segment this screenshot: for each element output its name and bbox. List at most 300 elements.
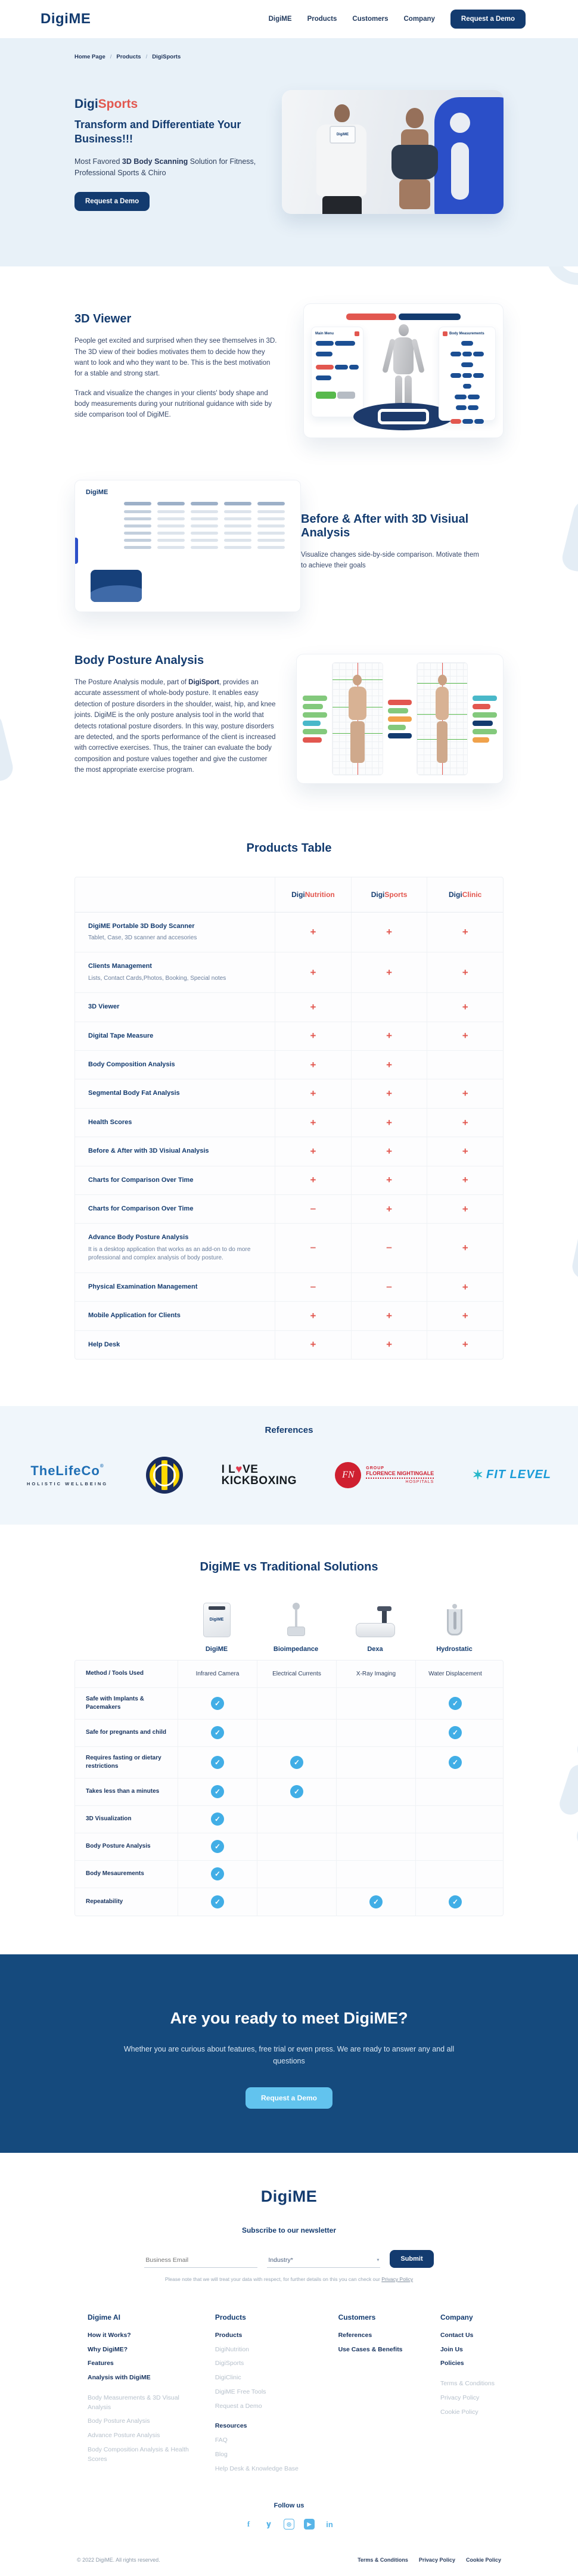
check-icon: ✓	[290, 1756, 303, 1769]
feature-cell	[75, 1224, 275, 1272]
feature-name: Help Desk	[88, 1340, 120, 1348]
main-nav	[269, 10, 526, 29]
references-section	[0, 1406, 578, 1525]
minus-icon: −	[310, 1281, 316, 1293]
comparison-cell: Water Displacement	[415, 1661, 495, 1687]
footer-column-digime-ai	[88, 2313, 197, 2479]
comparison-table-row	[75, 1888, 503, 1916]
footer-column-title: Company	[440, 2313, 473, 2321]
comparison-table-row	[75, 1688, 503, 1720]
plus-icon: +	[310, 1145, 316, 1157]
check-icon: ✓	[211, 1756, 224, 1769]
availability-cell	[275, 913, 351, 952]
plus-icon: +	[462, 1030, 468, 1042]
comparison-cell	[178, 1861, 257, 1888]
breadcrumb-products[interactable]: Products	[116, 54, 141, 60]
footer-logo: DigiME	[260, 2187, 318, 2205]
footer-link[interactable]: Privacy Policy	[440, 2394, 480, 2401]
plus-icon: +	[462, 1088, 468, 1100]
nav-item-products[interactable]: Products	[307, 15, 337, 23]
product-column-header: Digi Sports	[351, 877, 427, 912]
comparison-table-row	[75, 1861, 503, 1888]
comparison-table	[74, 1660, 504, 1916]
plus-icon: +	[462, 926, 468, 938]
comparison-cell	[415, 1861, 495, 1888]
availability-cell	[351, 1022, 427, 1050]
availability-cell	[275, 1079, 351, 1107]
plus-icon: +	[462, 1203, 468, 1215]
trainer-figure	[316, 104, 368, 214]
comparison-cell	[178, 1688, 257, 1719]
footer-columns	[74, 2313, 504, 2479]
availability-cell	[427, 1022, 503, 1050]
social-icons	[74, 2519, 504, 2530]
availability-cell	[427, 1302, 503, 1330]
comparison-column-labels	[177, 1646, 504, 1653]
comparison-row-label: Safe for pregnants and child	[86, 1729, 167, 1736]
footer-link[interactable]: Request a Demo	[215, 2402, 262, 2410]
posture-paragraph: The Posture Analysis module, part of DigiSport, provides an accurate assessment of whole-body posture. It enables easy detection of posture disorders in the shoulder, waist, hip, and knee joints. DigiME is the only posture analysis tool in the world that detects rotational posture disorders. In this way, posture disorders are detected, and the sports performance of the client is increased with corrective exercises. Thus, the trainer can evaluate the body composition and posture values together and give the customer the most appropriate exercise program.	[74, 679, 276, 774]
logo-fitlevel[interactable]: ✶ FIT LEVEL	[472, 1467, 551, 1482]
comparison-cell	[336, 1688, 415, 1719]
plus-icon: +	[310, 1088, 316, 1100]
feature-cell	[75, 1195, 275, 1223]
footer-link[interactable]: References	[338, 2331, 372, 2339]
comparison-column-label: Hydrostatic	[436, 1645, 473, 1653]
plus-icon: +	[310, 1309, 316, 1321]
viewer-measurements-panel: Body Measurements	[439, 327, 496, 421]
plus-icon: +	[462, 1281, 468, 1293]
products-table-row	[75, 1224, 503, 1273]
before-after-app-screenshot	[74, 480, 301, 612]
availability-cell	[427, 1166, 503, 1194]
availability-cell	[427, 1331, 503, 1359]
nav-item-customers[interactable]: Customers	[352, 15, 389, 23]
comparison-row-label: Repeatability	[86, 1898, 123, 1905]
plus-icon: +	[462, 1145, 468, 1157]
feature-cell	[75, 1137, 275, 1165]
feature-name: Digital Tape Measure	[88, 1032, 154, 1039]
products-table	[74, 877, 504, 1360]
footer-link[interactable]: Products	[215, 2331, 243, 2339]
comparison-cell	[257, 1806, 336, 1833]
logo-ilovekickboxing[interactable]: I L♥VE KICKBOXING	[221, 1463, 297, 1487]
availability-cell	[275, 1302, 351, 1330]
comparison-column-label: DigiME	[205, 1645, 228, 1653]
feature-description: It is a desktop application that works as an add-on to do more professional and complex analysis of body posture.	[88, 1246, 251, 1262]
feature-name: Charts for Comparison Over Time	[88, 1205, 194, 1213]
footer-link[interactable]: DigiME Free Tools	[215, 2388, 266, 2395]
plus-icon: +	[386, 966, 393, 978]
plus-icon: +	[310, 966, 316, 978]
feature-cell	[75, 913, 275, 952]
cta-section	[0, 1954, 578, 2153]
plus-icon: +	[310, 1339, 316, 1351]
products-table-row	[75, 1137, 503, 1166]
footer-link[interactable]: Advance Posture Analysis	[88, 2432, 160, 2440]
before-after-subtitle: Visualize changes side-by-side comparison. Motivate them to achieve their goals	[301, 551, 479, 569]
cta-request-demo-button[interactable]: Request a Demo	[246, 2087, 332, 2109]
posture-chips-right	[473, 696, 497, 743]
availability-cell	[427, 1273, 503, 1301]
facebook-icon[interactable]: f	[247, 2519, 250, 2529]
comparison-cell	[178, 1806, 257, 1833]
comparison-cell	[415, 1806, 495, 1833]
privacy-note: Please note that we will treat your data with respect, for further details on this you can check our Privacy Policy	[164, 2276, 414, 2282]
plus-icon: +	[462, 1242, 468, 1254]
footer-link[interactable]: Help Desk & Knowledge Base	[215, 2465, 299, 2472]
posture-app-screenshot	[296, 654, 504, 784]
footer-link[interactable]: DigiNutrition	[215, 2345, 249, 2353]
viewer-paragraph-1: People get excited and surprised when they see themselves in 3D. The 3D view of their bodies motivates them to decide how they want to look and who they want to be. This is the best motivation for a stable and strong start.	[74, 337, 277, 378]
comparison-cell	[415, 1747, 495, 1778]
footer-link[interactable]: DigiSports	[215, 2360, 244, 2367]
availability-cell	[275, 1273, 351, 1301]
viewer-title: 3D Viewer	[74, 312, 132, 326]
availability-cell	[351, 1273, 427, 1301]
plus-icon: +	[386, 1030, 393, 1042]
hero-description: Most Favored 3D Body Scanning Solution for Fitness, Professional Sports & Chiro	[74, 157, 256, 177]
comparison-row-label: Body Mesaurements	[86, 1870, 144, 1877]
availability-cell	[351, 1195, 427, 1223]
footer-link[interactable]: Contact Us	[440, 2331, 474, 2339]
posture-chips-left	[303, 696, 327, 743]
availability-cell	[351, 1331, 427, 1359]
plus-icon: +	[386, 1203, 393, 1215]
viewer-main-menu-panel: Main Menu	[311, 327, 363, 417]
check-icon: ✓	[211, 1867, 224, 1880]
mini-chart	[91, 570, 142, 602]
breadcrumb-digisports[interactable]: DigiSports	[152, 54, 181, 60]
feature-cell	[75, 1051, 275, 1079]
3d-body-model[interactable]	[383, 324, 424, 414]
feature-name: Segmental Body Fat Analysis	[88, 1090, 180, 1097]
availability-cell	[275, 1166, 351, 1194]
footer-bottom-link[interactable]: Terms & Conditions	[358, 2557, 408, 2563]
check-icon: ✓	[211, 1812, 224, 1826]
availability-cell	[427, 1109, 503, 1137]
panel-icon	[355, 331, 359, 336]
footer-link[interactable]: DigiClinic	[215, 2374, 241, 2382]
availability-cell	[351, 913, 427, 952]
minus-icon: −	[310, 1203, 316, 1215]
product-column-header: Digi Clinic	[427, 877, 503, 912]
products-table-title: Products Table	[246, 841, 332, 855]
references-title: References	[265, 1424, 313, 1435]
products-table-header	[75, 877, 503, 913]
newsletter-form	[74, 2250, 504, 2268]
runner-star-icon: ✶	[472, 1467, 484, 1482]
youtube-icon[interactable]: ▶	[304, 2519, 315, 2530]
plus-icon: +	[462, 966, 468, 978]
plus-icon: +	[310, 1059, 316, 1070]
availability-cell	[351, 1137, 427, 1165]
posture-section	[74, 654, 504, 784]
linkedin-icon[interactable]: in	[326, 2519, 333, 2529]
comparison-row-label: Takes less than a minutes	[86, 1788, 160, 1795]
comparison-cell	[336, 1720, 415, 1746]
availability-cell	[351, 1079, 427, 1107]
comparison-cell	[257, 1861, 336, 1888]
products-table-row	[75, 1273, 503, 1302]
comparison-cell	[257, 1779, 336, 1805]
comparison-cell	[336, 1833, 415, 1860]
logo-fenerbahce[interactable]	[146, 1457, 183, 1494]
plus-icon: +	[386, 1059, 393, 1070]
feature-name: Before & After with 3D Visiual Analysis	[88, 1147, 209, 1155]
before-after-section	[74, 480, 504, 612]
plus-icon: +	[462, 1339, 468, 1351]
feature-cell	[75, 1109, 275, 1137]
comparison-cell: Electrical Currents	[257, 1661, 336, 1687]
logo-thelifeco[interactable]: TheLifeCo® HOLISTIC WELLBEING	[27, 1463, 108, 1487]
feature-cell	[75, 1022, 275, 1050]
comparison-cell	[178, 1779, 257, 1805]
footer-link[interactable]: Resources	[215, 2422, 247, 2430]
comparison-cell	[257, 1833, 336, 1860]
footer-column-title: Products	[215, 2313, 246, 2321]
nav-item-company[interactable]: Company	[403, 15, 435, 23]
feature-name: Advance Body Posture Analysis	[88, 1234, 189, 1242]
comparison-cell	[336, 1861, 415, 1888]
plus-icon: +	[386, 1088, 393, 1100]
feature-cell	[75, 993, 275, 1021]
footer-link[interactable]: Analysis with DigiME	[88, 2374, 151, 2382]
plus-icon: +	[310, 1116, 316, 1128]
comparison-row-label: Body Posture Analysis	[86, 1843, 151, 1850]
scanner-tablet: DigiME	[330, 126, 356, 144]
availability-cell	[351, 1051, 427, 1079]
footer-bottom-links	[358, 2557, 501, 2563]
feature-description: Tablet, Case, 3D scanner and accesories	[88, 934, 197, 941]
comparison-cell	[336, 1806, 415, 1833]
hero-title: Transform and Differentiate Your Business!!!	[74, 119, 241, 145]
privacy-policy-link[interactable]: Privacy Policy	[381, 2276, 414, 2282]
plus-icon: +	[310, 926, 316, 938]
viewer-tab-navy	[399, 314, 461, 320]
plus-icon: +	[310, 1001, 316, 1013]
comparison-cell	[257, 1888, 336, 1916]
breadcrumb-separator: /	[145, 54, 148, 60]
feature-cell	[75, 1079, 275, 1107]
chevron-down-icon: ▾	[377, 2257, 380, 2263]
comparison-device-images	[177, 1591, 504, 1637]
check-icon: ✓	[211, 1895, 224, 1908]
check-icon: ✓	[449, 1756, 462, 1769]
availability-cell	[427, 1079, 503, 1107]
availability-cell	[351, 1224, 427, 1272]
check-icon: ✓	[290, 1785, 303, 1798]
viewer-section	[74, 303, 504, 438]
footer-link[interactable]: Features	[88, 2360, 114, 2367]
hero-request-demo-button[interactable]: Request a Demo	[74, 192, 150, 211]
panel-icon	[443, 331, 448, 336]
feature-cell	[75, 1273, 275, 1301]
logo-florence-nightingale[interactable]: FN GROUP FLORENCE NIGHTINGALE HOSPITALS	[335, 1462, 434, 1488]
footer-bottom-link[interactable]: Privacy Policy	[418, 2557, 455, 2563]
request-demo-button[interactable]: Request a Demo	[450, 10, 526, 29]
check-icon: ✓	[449, 1697, 462, 1710]
viewer-app-screenshot	[303, 303, 504, 438]
check-icon: ✓	[449, 1726, 462, 1739]
plus-icon: +	[386, 1116, 393, 1128]
comparison-column-label: Bioimpedance	[273, 1645, 319, 1653]
comparison-table-row	[75, 1806, 503, 1833]
comparison-cell	[178, 1720, 257, 1746]
breadcrumb	[74, 54, 504, 60]
products-table-row	[75, 1331, 503, 1359]
instagram-icon[interactable]: ◎	[284, 2519, 294, 2530]
decorative-logo-watermark	[0, 678, 15, 784]
check-icon: ✓	[211, 1697, 224, 1710]
footer-link[interactable]: FAQ	[215, 2437, 228, 2444]
comparison-table-row	[75, 1833, 503, 1861]
plus-icon: +	[462, 1001, 468, 1013]
footer-link[interactable]: Body Posture Analysis	[88, 2417, 150, 2425]
feature-cell	[75, 952, 275, 992]
comparison-cell	[336, 1779, 415, 1805]
availability-cell	[351, 993, 427, 1021]
availability-cell	[427, 1195, 503, 1223]
newsletter-submit-button[interactable]: Submit	[390, 2250, 433, 2268]
availability-cell	[275, 1195, 351, 1223]
viewer-paragraph-2: Track and visualize the changes in your clients' body shape and body measurements during your nutritional guidance with side by side comparison tool of DigiME.	[74, 389, 272, 419]
availability-cell	[427, 1137, 503, 1165]
decorative-logo-watermark	[570, 1187, 578, 1281]
products-table-row	[75, 1079, 503, 1108]
footer-bottom-link[interactable]: Cookie Policy	[465, 2557, 501, 2563]
comparison-column-label: Dexa	[367, 1645, 383, 1653]
plus-icon: +	[310, 1174, 316, 1186]
comparison-table-row	[75, 1779, 503, 1806]
products-table-row	[75, 1109, 503, 1137]
feature-description: Lists, Contact Cards,Photos, Booking, Special notes	[88, 974, 226, 982]
industry-select[interactable]: Industry* ▾	[267, 2253, 380, 2268]
footer-bottom-bar	[74, 2557, 504, 2563]
feature-name: Body Composition Analysis	[88, 1061, 175, 1069]
comparison-row-label: Method / Tools Used	[86, 1670, 144, 1677]
cta-subtitle: Whether you are curious about features, free trial or even press. We are ready to answer any and all questions	[123, 2044, 455, 2065]
footer-link[interactable]: Terms & Conditions	[440, 2380, 495, 2388]
availability-cell	[427, 993, 503, 1021]
decorative-logo-watermark	[557, 1736, 578, 1818]
footer-link[interactable]: Why DigiME?	[88, 2345, 128, 2353]
comparison-table-row	[75, 1747, 503, 1779]
availability-cell	[427, 913, 503, 952]
bioimpedance-device-image	[284, 1603, 308, 1637]
availability-cell	[427, 952, 503, 992]
plus-icon: +	[386, 1174, 393, 1186]
plus-icon: +	[386, 926, 393, 938]
plus-icon: +	[462, 1174, 468, 1186]
plus-icon: +	[386, 1339, 393, 1351]
footer-link[interactable]: Use Cases & Benefits	[338, 2345, 403, 2353]
hero-photo	[282, 90, 504, 214]
availability-cell	[351, 1166, 427, 1194]
nav-item-digime[interactable]: DigiME	[268, 15, 292, 23]
availability-cell	[275, 993, 351, 1021]
comparison-cell	[257, 1688, 336, 1719]
comparison-table-row	[75, 1661, 503, 1688]
comparison-cell	[415, 1779, 495, 1805]
feature-name: Charts for Comparison Over Time	[88, 1176, 194, 1184]
breadcrumb-home[interactable]: Home Page	[74, 54, 105, 60]
availability-cell	[351, 1109, 427, 1137]
footer-link[interactable]: Policies	[440, 2360, 464, 2367]
products-table-row	[75, 1195, 503, 1224]
products-table-row	[75, 913, 503, 953]
viewer-tab-red	[346, 314, 396, 320]
posture-side-view	[417, 662, 468, 775]
comparison-cell	[415, 1833, 495, 1860]
products-table-row	[75, 1302, 503, 1330]
hero-section	[0, 38, 578, 266]
comparison-row-label: 3D Visualization	[86, 1815, 132, 1823]
comparison-cell	[415, 1888, 495, 1916]
comparison-cell	[336, 1747, 415, 1778]
feature-cell	[75, 1331, 275, 1359]
comparison-cell	[178, 1888, 257, 1916]
footer-link[interactable]: Body Measurements & 3D Visual Analysis	[88, 2394, 179, 2411]
products-table-row	[75, 993, 503, 1022]
digime-logo[interactable]: DigiME	[41, 11, 91, 27]
availability-cell	[351, 952, 427, 992]
availability-cell	[427, 1224, 503, 1272]
footer-link[interactable]: How it Works?	[88, 2331, 131, 2339]
footer-column-title: Digime AI	[88, 2313, 120, 2321]
plus-icon: +	[462, 1116, 468, 1128]
footer-column-customers	[338, 2313, 422, 2479]
feature-name: Physical Examination Management	[88, 1283, 198, 1290]
availability-cell	[275, 1137, 351, 1165]
comparison-section	[74, 1560, 504, 1916]
products-table-section	[74, 842, 504, 1360]
twitter-icon[interactable]: 𝐲	[266, 2519, 271, 2529]
footer-link[interactable]: Body Composition Analysis & Health Scores	[88, 2445, 189, 2463]
feature-name: 3D Viewer	[88, 1003, 120, 1011]
plus-icon: +	[310, 1030, 316, 1042]
app-logo: DigiME	[86, 489, 108, 496]
breadcrumb-separator: /	[110, 54, 112, 60]
check-icon: ✓	[449, 1895, 462, 1908]
feature-cell	[75, 1166, 275, 1194]
feature-name: DigiME Portable 3D Body Scanner	[88, 922, 195, 930]
comparison-cell	[336, 1888, 415, 1916]
comparison-title: DigiME vs Traditional Solutions	[200, 1560, 378, 1573]
business-email-input[interactable]	[144, 2253, 257, 2268]
comparison-cell	[257, 1747, 336, 1778]
product-column-header: Digi Nutrition	[275, 877, 351, 912]
footer-link[interactable]: Cookie Policy	[440, 2408, 478, 2416]
products-table-row	[75, 1051, 503, 1079]
footer-link[interactable]: Blog	[215, 2450, 228, 2458]
availability-cell	[275, 1331, 351, 1359]
footer-column-products	[215, 2313, 321, 2479]
comparison-cell	[257, 1720, 336, 1746]
comparison-cell	[415, 1720, 495, 1746]
digime-device-image: DigiME	[203, 1603, 231, 1637]
footer-link[interactable]: Join Us	[440, 2345, 463, 2353]
plus-icon: +	[386, 1309, 393, 1321]
minus-icon: −	[310, 1242, 316, 1254]
site-header	[0, 0, 578, 38]
comparison-cell	[415, 1688, 495, 1719]
availability-cell	[275, 952, 351, 992]
feature-cell	[75, 1302, 275, 1330]
availability-cell	[275, 1022, 351, 1050]
comparison-cell: Infrared Camera	[178, 1661, 257, 1687]
posture-front-view	[332, 662, 383, 775]
